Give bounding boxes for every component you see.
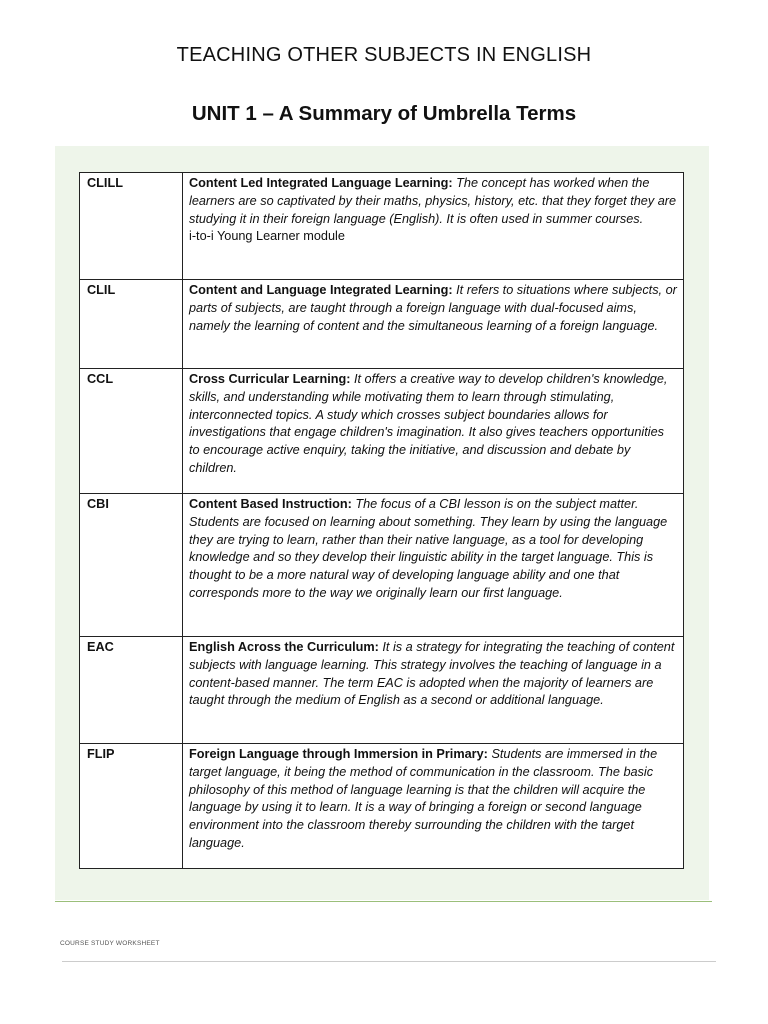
term-definition: It is a strategy for integrating the teaching of content subjects with language learning. This strategy involves the teaching of language in a content-based manner. The term EAC is adopted when the majority of learners are taught through the medium of English as a second or additional language.: [189, 640, 675, 708]
table-row: [80, 280, 684, 369]
term-abbreviation: FLIP: [80, 744, 183, 869]
term-abbreviation: CCL: [80, 369, 183, 494]
term-name: Content Based Instruction:: [189, 497, 352, 511]
term-name: Cross Curricular Learning:: [189, 372, 351, 386]
term-description: [183, 494, 684, 637]
term-definition: The focus of a CBI lesson is on the subject matter. Students are focused on learning about something. They learn by using the language they are trying to learn, rather than their native language, as a tool for developing knowledge and so they develop their linguistic ability in the target language. This is thought to be a more natural way of developing language ability and one that corresponds more to the way we originally learn our first language.: [189, 497, 668, 600]
footer-label: COURSE STUDY WORKSHEET: [60, 940, 160, 947]
unit-title: UNIT 1 – A Summary of Umbrella Terms: [191, 102, 577, 125]
table-row: [80, 637, 684, 744]
term-name: English Across the Curriculum:: [189, 640, 379, 654]
umbrella-terms-table: [79, 172, 684, 869]
term-abbreviation: CLILL: [80, 173, 183, 280]
term-description: [183, 369, 684, 494]
term-name: Content and Language Integrated Learning:: [189, 283, 453, 297]
table-row: [80, 744, 684, 869]
term-note: i-to-i Young Learner module: [189, 229, 345, 244]
footer-divider-grey: [62, 961, 716, 962]
term-description: [183, 744, 684, 869]
term-description: [183, 173, 684, 280]
term-definition: It offers a creative way to develop children's knowledge, skills, and understanding while motivating them to learn through stimulating, interconnected topics. A study which crosses subject boundaries allows for investigations that engage children's imagination. It also gives teachers opportunities to encourage active enquiry, taking the initiative, and discussion and debate by children.: [189, 372, 668, 475]
table-row: [80, 173, 684, 280]
footer-divider-green: [55, 901, 712, 902]
term-abbreviation: EAC: [80, 637, 183, 744]
document-title: TEACHING OTHER SUBJECTS IN ENGLISH: [176, 44, 592, 66]
table-row: [80, 369, 684, 494]
term-definition: Students are immersed in the target language, it being the method of communication in the classroom. The basic philosophy of this method of language learning is that the children will acquire the language by using it to learn. It is a way of bringing a foreign or second language environment into the classroom thereby surrounding the children with the target language.: [189, 747, 658, 850]
term-name: Foreign Language through Immersion in Primary:: [189, 747, 488, 761]
table-row: [80, 494, 684, 637]
term-description: [183, 280, 684, 369]
term-description: [183, 637, 684, 744]
term-definition: It refers to situations where subjects, or parts of subjects, are taught through a foreign language with dual-focused aims, namely the learning of content and the simultaneous learning of a foreign language.: [189, 283, 677, 333]
term-abbreviation: CBI: [80, 494, 183, 637]
term-abbreviation: CLIL: [80, 280, 183, 369]
term-definition: The concept has worked when the learners are so captivated by their maths, physics, history, etc. that they forget they are studying it in their foreign language (English). It is often used in summer courses.: [189, 176, 677, 226]
term-name: Content Led Integrated Language Learning:: [189, 176, 453, 190]
